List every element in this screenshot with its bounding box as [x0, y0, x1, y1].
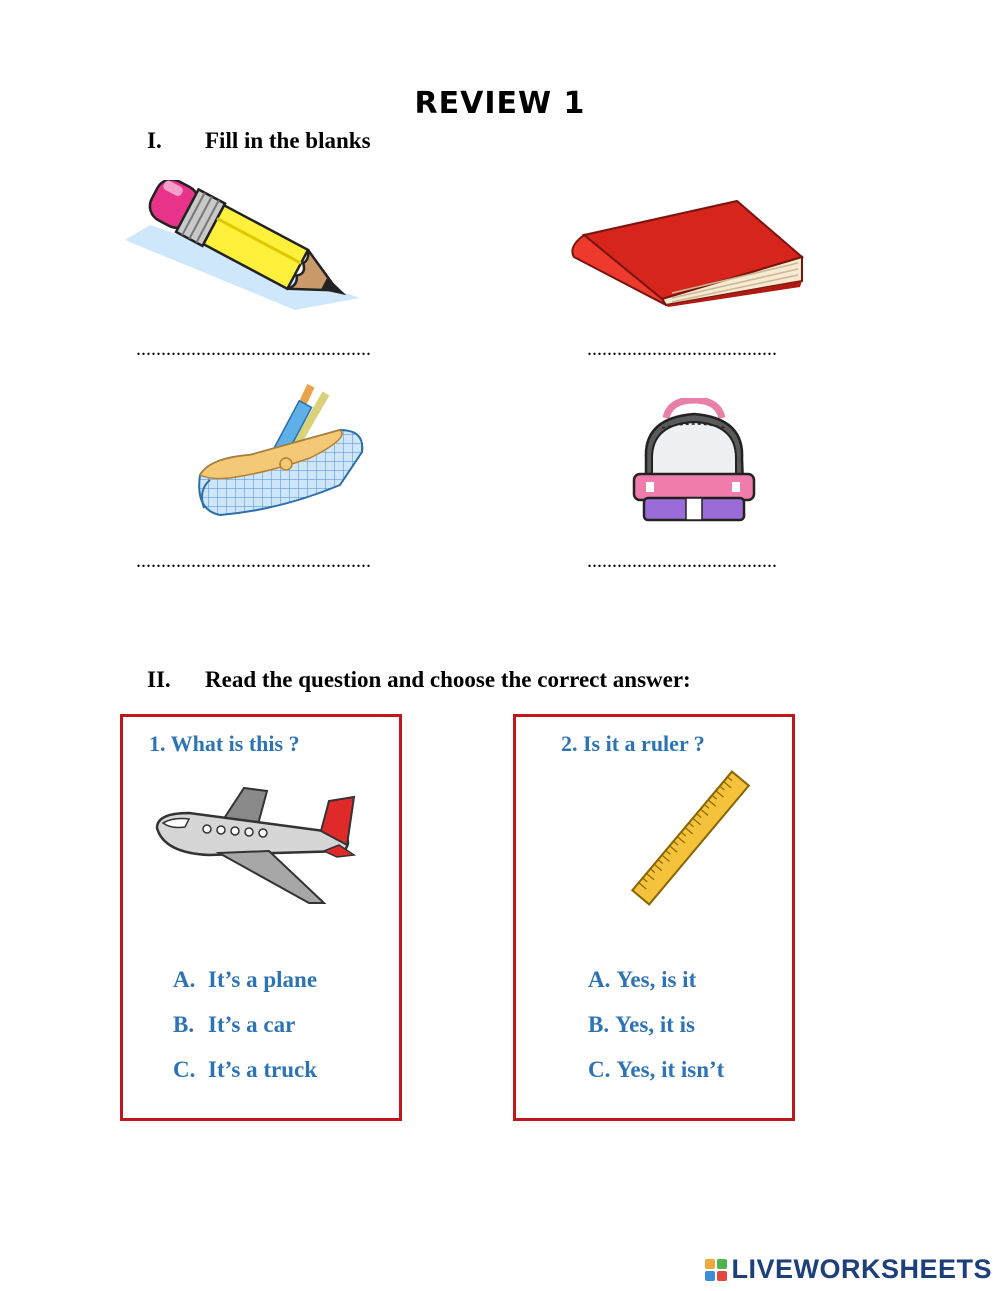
- ruler-image: [624, 767, 759, 912]
- option-text: It’s a car: [208, 1012, 296, 1037]
- question-2-option-a[interactable]: [588, 967, 696, 993]
- option-letter: A.: [173, 967, 196, 992]
- section-1-number: I.: [147, 128, 162, 153]
- question-2-option-c[interactable]: [588, 1057, 724, 1083]
- question-2-text: 2. Is it a ruler ?: [561, 731, 705, 756]
- option-text: Yes, it is: [615, 1012, 695, 1037]
- logo-text: LIVEWORKSHEETS: [731, 1254, 992, 1284]
- liveworksheets-logo[interactable]: [705, 1254, 992, 1285]
- section-1-heading: [147, 128, 371, 154]
- question-1-text: 1. What is this ?: [149, 731, 300, 756]
- option-text: It’s a truck: [208, 1057, 318, 1082]
- question-1-option-c[interactable]: [173, 1057, 317, 1083]
- question-2-option-b[interactable]: [588, 1012, 695, 1038]
- section-2-title: Read the question and choose the correct answer:: [205, 667, 691, 692]
- pencil-case-image: [190, 380, 370, 520]
- book-image: [562, 195, 807, 307]
- option-letter: B.: [173, 1012, 195, 1037]
- plane-image: [149, 783, 359, 908]
- option-letter: A.: [588, 967, 611, 992]
- fill-blank-1[interactable]: ...............................................: [136, 338, 371, 360]
- fill-blank-2[interactable]: ......................................: [587, 338, 777, 360]
- option-text: Yes, it isn’t: [616, 1057, 725, 1082]
- option-letter: C.: [588, 1057, 611, 1082]
- question-box-1: [120, 714, 402, 1121]
- option-letter: C.: [173, 1057, 196, 1082]
- logo-blocks-icon: [705, 1259, 727, 1281]
- fill-blank-4[interactable]: ......................................: [587, 550, 777, 572]
- question-1-option-a[interactable]: [173, 967, 317, 993]
- option-text: Yes, is it: [616, 967, 697, 992]
- section-1-title: Fill in the blanks: [205, 128, 371, 153]
- section-2-number: II.: [147, 667, 171, 692]
- fill-blank-3[interactable]: ...............................................: [136, 550, 371, 572]
- question-1-option-b[interactable]: [173, 1012, 295, 1038]
- section-2-heading: [147, 667, 691, 693]
- page-title: REVIEW 1: [414, 86, 586, 121]
- pencil-image: [120, 180, 365, 315]
- question-box-2: [513, 714, 795, 1121]
- option-letter: B.: [588, 1012, 610, 1037]
- option-text: It’s a plane: [208, 967, 318, 992]
- backpack-image: [628, 398, 763, 523]
